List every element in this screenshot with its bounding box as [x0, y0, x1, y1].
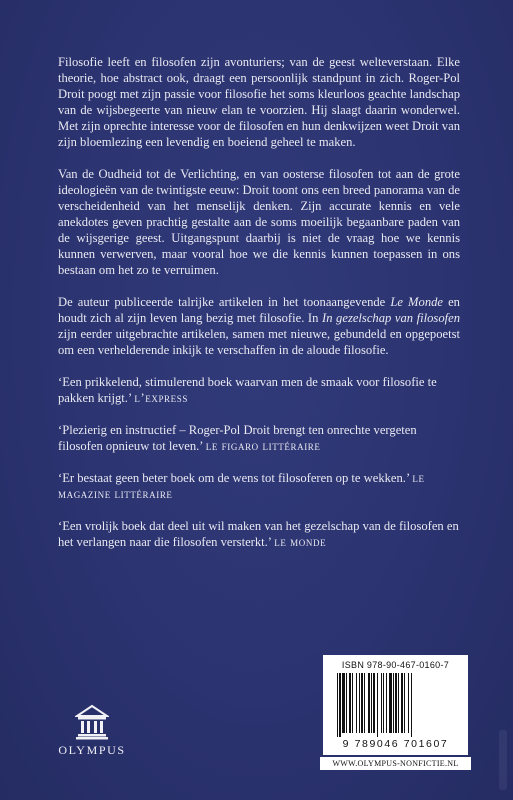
paragraph-3-part-1: De auteur publiceerde talrijke artikelen in het toonaangevende — [58, 295, 391, 309]
barcode-bar — [339, 673, 341, 737]
publisher-url: WWW.OLYMPUS-NONFICTIE.NL — [320, 757, 471, 770]
barcode-bar — [359, 673, 360, 733]
review-quote-4 — [58, 518, 460, 550]
edge-mark — [499, 730, 507, 790]
barcode-bar — [356, 673, 357, 733]
book-title: In gezelschap van filosofen — [322, 311, 460, 325]
barcode-bar — [337, 673, 338, 737]
quote-text: ‘Plezierig en instructief – Roger-Pol Droit brengt ten onrechte vergeten filosofen opnieuw tot leven.’ — [58, 423, 417, 453]
quote-source: l’express — [134, 391, 188, 405]
publisher-name: OLYMPUS — [58, 743, 126, 757]
barcode-bars — [335, 673, 456, 737]
barcode-bar — [381, 673, 382, 733]
barcode-bar — [346, 673, 347, 733]
isbn-label: ISBN 978-90-467-0160-7 — [341, 660, 450, 670]
barcode-bar — [364, 673, 365, 733]
barcode-bar — [398, 673, 399, 733]
barcode-bar — [411, 673, 412, 737]
barcode-bar — [342, 673, 345, 733]
barcode-bar — [383, 673, 384, 733]
paragraph-1: Filosofie leeft en filosofen zijn avonturiers; van de geest welteverstaan. Elke theorie, hoe abstract ook, draagt een persoonlijk standpunt in zich. Roger-Pol Droit poogt met zijn passie voor filosofie het soms kleurloos geachte landschap van de wijsbegeerte van nieuw elan te voorzien. Hij slaagt daarin wonderwel. Met zijn oprechte interesse voor de filosofen en hun denkwijzen weet Droit van zijn bloemlezing een levendig en boeiend geheel te maken. — [58, 55, 460, 149]
barcode-bar — [404, 673, 405, 733]
temple-icon — [75, 704, 109, 740]
quote-text: ‘Een vrolijk boek dat deel uit wil maken van het gezelschap van de filosofen en het verlangen naar die filosofen versterkt.’ — [58, 519, 459, 549]
paragraph-3-part-2: en houdt zich al zijn leven lang bezig met filosofie. In — [58, 295, 460, 325]
barcode-bar — [373, 673, 375, 733]
le-monde-title: Le Monde — [390, 295, 443, 309]
barcode-bar — [401, 673, 403, 733]
paragraph-3 — [58, 294, 460, 358]
barcode-bar — [386, 673, 387, 733]
barcode — [323, 655, 468, 755]
quote-source: le figaro littéraire — [205, 439, 321, 453]
publisher-logo — [52, 704, 132, 758]
barcode-bar — [393, 673, 394, 733]
barcode-bar — [361, 673, 363, 733]
paragraph-2: Van de Oudheid tot de Verlichting, en van oosterse filosofen tot aan de grote ideologieën van de twintigste eeuw: Droit toont ons een breed panorama van de verscheidenheid van het menselijk denken. Zijn accurate kennis en vele anekdotes geven prachtig gestalte aan de soms moeilijk begaanbare paden van de wijsgerige geest. Uitgangspunt daarbij is niet de vraag hoe we kennis kunnen verwerven, maar vooral hoe we die kennis kunnen toepassen in ons bestaan om het zo te verruimen. — [58, 167, 460, 277]
barcode-bar — [377, 673, 378, 737]
quote-text: ‘Er bestaat geen beter boek om de wens tot filosoferen op te wekken.’ — [58, 471, 413, 485]
barcode-bar — [371, 673, 372, 733]
quote-source: le magazine littéraire — [58, 471, 425, 501]
review-quote-3 — [58, 470, 460, 502]
quote-text: ‘Een prikkelend, stimulerend boek waarvan men de smaak voor filosofie te pakken krijgt.’ — [58, 375, 437, 405]
barcode-bar — [389, 673, 392, 733]
paragraph-3-part-3: zijn eerder uitgebrachte artikelen, samen met nieuwe, gebundeld en opgepoetst om een verhelderende inkijk te verschaffen in de aloude filosofie. — [58, 327, 460, 357]
barcode-bar — [395, 673, 397, 733]
barcode-bar — [368, 673, 370, 733]
quote-source: le monde — [274, 535, 327, 549]
barcode-bar — [408, 673, 409, 733]
review-quote-1 — [58, 374, 460, 406]
blurb-text — [58, 54, 460, 566]
barcode-bar — [352, 673, 353, 733]
review-quote-2 — [58, 422, 460, 454]
ean-digits: 9 789046 701607 — [342, 738, 449, 750]
barcode-bar — [349, 673, 351, 733]
